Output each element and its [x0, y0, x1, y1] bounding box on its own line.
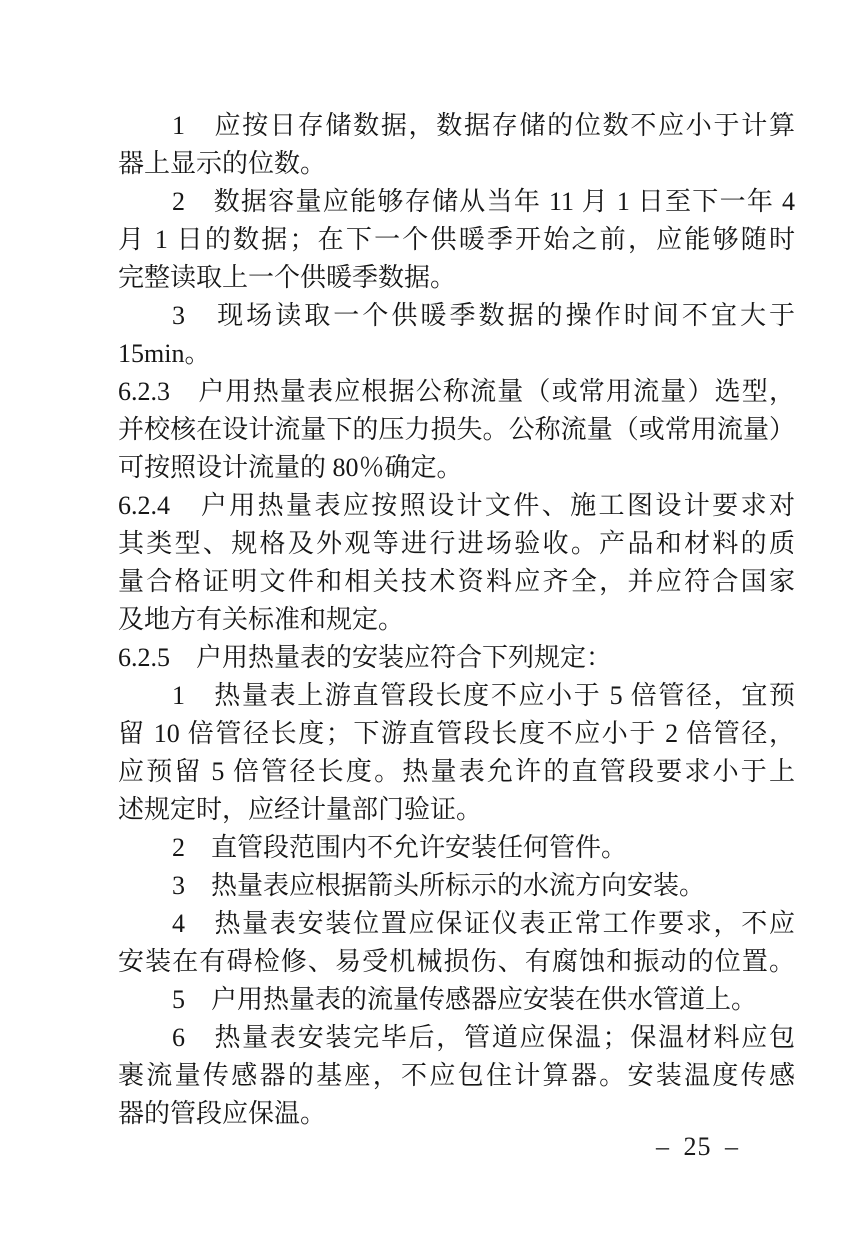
text-line: 裹流量传感器的基座，不应包住计算器。安装温度传感 [118, 1061, 795, 1090]
page-number: – 25 – [656, 1132, 739, 1161]
text-line: 及地方有关标准和规定。 [118, 605, 405, 634]
text-line: 2 数据容量应能够存储从当年 11 月 1 日至下一年 4 [172, 187, 795, 216]
text-line: 并校核在设计流量下的压力损失。公称流量（或常用流量） [118, 415, 795, 444]
text-line: 1 热量表上游直管段长度不应小于 5 倍管径，宜预 [172, 681, 795, 710]
text-line: 其类型、规格及外观等进行进场验收。产品和材料的质 [118, 529, 795, 558]
text-line: 完整读取上一个供暖季数据。 [118, 263, 457, 292]
text-line: 量合格证明文件和相关技术资料应齐全，并应符合国家 [118, 567, 795, 596]
text-line: 器上显示的位数。 [118, 149, 327, 178]
text-line: 应预留 5 倍管径长度。热量表允许的直管段要求小于上 [118, 757, 795, 786]
text-line: 6.2.4 户用热量表应按照设计文件、施工图设计要求对 [118, 491, 795, 520]
text-line: 4 热量表安装位置应保证仪表正常工作要求，不应 [172, 909, 795, 938]
text-line: 可按照设计流量的 80％确定。 [118, 453, 463, 482]
text-line: 3 现场读取一个供暖季数据的操作时间不宜大于 [172, 301, 795, 330]
text-line: 6.2.3 户用热量表应根据公称流量（或常用流量）选型， [118, 377, 795, 406]
body-text-block [118, 107, 795, 1133]
text-line: 6.2.5 户用热量表的安装应符合下列规定： [118, 643, 613, 672]
text-line: 安装在有碍检修、易受机械损伤、有腐蚀和振动的位置。 [118, 947, 795, 976]
text-line: 5 户用热量表的流量传感器应安装在供水管道上。 [172, 985, 758, 1014]
text-line: 1 应按日存储数据，数据存储的位数不应小于计算 [172, 111, 795, 140]
text-line: 月 1 日的数据；在下一个供暖季开始之前，应能够随时 [118, 225, 795, 254]
text-line: 2 直管段范围内不允许安装任何管件。 [172, 833, 628, 862]
text-line: 15min。 [118, 339, 211, 368]
text-line: 留 10 倍管径长度；下游直管段长度不应小于 2 倍管径， [118, 719, 795, 748]
text-line: 3 热量表应根据箭头所标示的水流方向安装。 [172, 871, 706, 900]
text-line: 6 热量表安装完毕后，管道应保温；保温材料应包 [172, 1023, 795, 1052]
text-line: 述规定时，应经计量部门验证。 [118, 795, 483, 824]
text-line: 器的管段应保温。 [118, 1099, 327, 1128]
